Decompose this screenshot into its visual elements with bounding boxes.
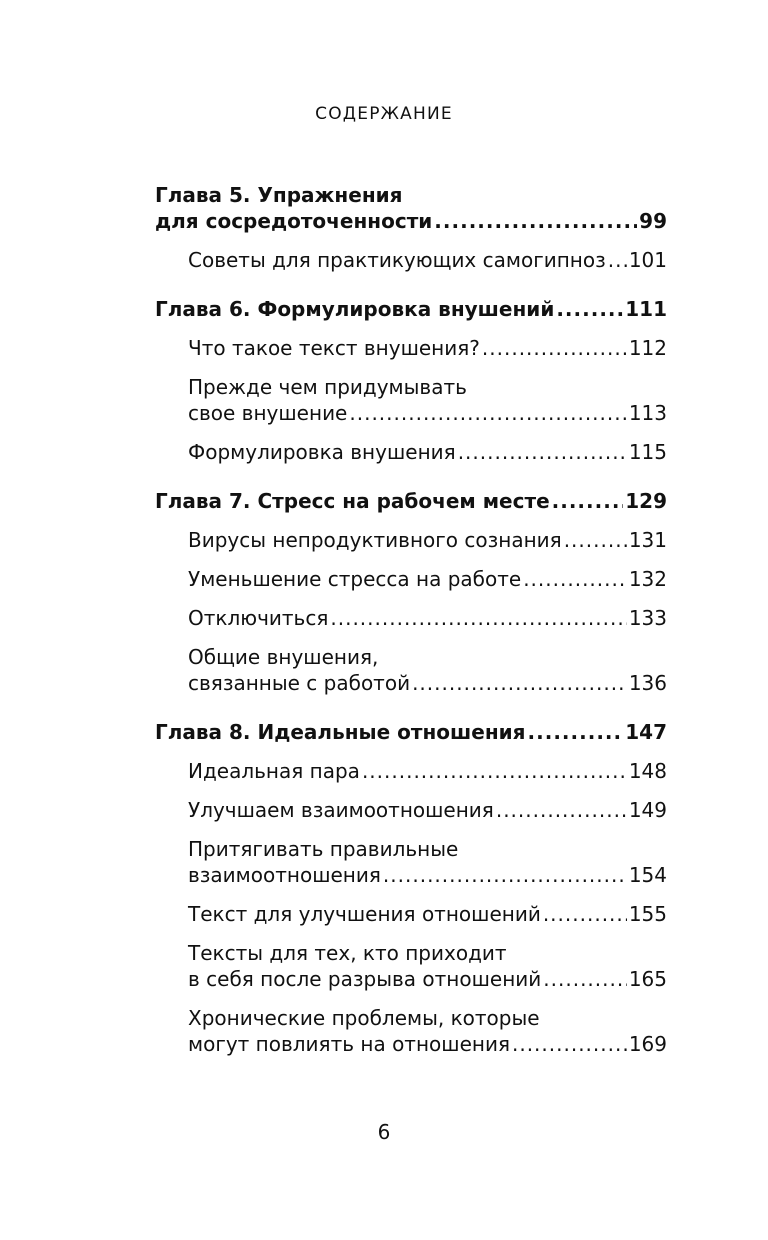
dot-leader bbox=[543, 966, 627, 992]
page-number: 6 bbox=[377, 1120, 391, 1144]
section-entry-page-number: 148 bbox=[628, 759, 667, 783]
section-entry-page-number: 113 bbox=[628, 401, 667, 425]
section-entry[interactable] bbox=[188, 836, 667, 888]
section-entry-page-number: 133 bbox=[628, 606, 667, 630]
section-entry-title-line: Уменьшение стресса на работе bbox=[188, 567, 522, 591]
dot-leader bbox=[362, 758, 627, 784]
section-entry[interactable] bbox=[188, 605, 667, 631]
chapter-entry-title-line: для сосредоточенности bbox=[155, 209, 433, 233]
section-entry-title-line: Идеальная пара bbox=[188, 759, 360, 783]
section-entry[interactable] bbox=[188, 940, 667, 992]
dot-leader bbox=[330, 605, 626, 631]
chapter-entry-title-line: Глава 8. Идеальные отношения bbox=[155, 720, 526, 744]
section-entry-title-line: Притягивать правильные bbox=[188, 837, 459, 861]
section-entry-title-line: Улучшаем взаимоотношения bbox=[188, 798, 494, 822]
chapter-entry-page-number: 111 bbox=[625, 297, 667, 321]
dot-leader bbox=[496, 797, 627, 823]
section-entry-title-line: взаимоотношения bbox=[188, 863, 381, 887]
section-entry-page-number: 131 bbox=[628, 528, 667, 552]
section-entry[interactable] bbox=[188, 374, 667, 426]
dot-leader bbox=[412, 670, 627, 696]
chapter-entry[interactable] bbox=[155, 182, 667, 234]
dot-leader bbox=[349, 400, 626, 426]
section-entry-page-number: 132 bbox=[628, 567, 667, 591]
chapter-entry-page-number: 147 bbox=[625, 720, 667, 744]
dot-leader bbox=[564, 527, 627, 553]
chapter-entry-title-line: Глава 7. Стресс на рабочем месте bbox=[155, 489, 550, 513]
section-entry-page-number: 169 bbox=[628, 1032, 667, 1056]
chapter-entry[interactable] bbox=[155, 719, 667, 745]
chapter-entry-title-line: Глава 6. Формулировка внушений bbox=[155, 297, 555, 321]
section-entry[interactable] bbox=[188, 566, 667, 592]
chapter-block bbox=[155, 182, 667, 273]
section-entry-page-number: 136 bbox=[628, 671, 667, 695]
dot-leader bbox=[458, 439, 627, 465]
section-entry[interactable] bbox=[188, 901, 667, 927]
section-entry[interactable] bbox=[188, 335, 667, 361]
section-entry[interactable] bbox=[188, 1005, 667, 1057]
dot-leader bbox=[543, 901, 627, 927]
dot-leader bbox=[608, 247, 627, 273]
section-entry-title-line: Общие внушения, bbox=[188, 645, 379, 669]
section-entry-title-line: Что такое текст внушения? bbox=[188, 336, 480, 360]
section-entry-title-line: могут повлиять на отношения bbox=[188, 1032, 510, 1056]
section-entry-page-number: 115 bbox=[628, 440, 667, 464]
dot-leader bbox=[552, 488, 624, 514]
section-entry[interactable] bbox=[188, 758, 667, 784]
section-entry[interactable] bbox=[188, 644, 667, 696]
section-entry[interactable] bbox=[188, 797, 667, 823]
chapter-entry[interactable] bbox=[155, 296, 667, 322]
chapter-entry-title-line: Глава 5. Упражнения bbox=[155, 183, 403, 207]
dot-leader bbox=[523, 566, 627, 592]
dot-leader bbox=[482, 335, 627, 361]
section-entry-title-line: Формулировка внушения bbox=[188, 440, 456, 464]
chapter-entry-page-number: 129 bbox=[625, 489, 667, 513]
chapter-entry-page-number: 99 bbox=[639, 209, 667, 233]
page-header: СОДЕРЖАНИЕ bbox=[315, 104, 453, 124]
section-entry-page-number: 101 bbox=[628, 248, 667, 272]
dot-leader bbox=[556, 296, 623, 322]
section-entry-title-line: свое внушение bbox=[188, 401, 348, 425]
chapter-block bbox=[155, 719, 667, 1057]
dot-leader bbox=[528, 719, 624, 745]
chapter-block bbox=[155, 296, 667, 465]
section-entry-title-line: Текст для улучшения отношений bbox=[188, 902, 541, 926]
section-entry[interactable] bbox=[188, 439, 667, 465]
section-entry-title-line: в себя после разрыва отношений bbox=[188, 967, 542, 991]
section-entry-title-line: Вирусы непродуктивного сознания bbox=[188, 528, 562, 552]
section-entry-title-line: Отключиться bbox=[188, 606, 329, 630]
section-entry-title-line: Хронические проблемы, которые bbox=[188, 1006, 540, 1030]
section-entry[interactable] bbox=[188, 527, 667, 553]
section-entry-page-number: 155 bbox=[628, 902, 667, 926]
chapter-block bbox=[155, 488, 667, 696]
section-entry[interactable] bbox=[188, 247, 667, 273]
section-entry-page-number: 149 bbox=[628, 798, 667, 822]
section-entry-title-line: связанные с работой bbox=[188, 671, 411, 695]
section-entry-title-line: Тексты для тех, кто приходит bbox=[188, 941, 507, 965]
chapter-entry[interactable] bbox=[155, 488, 667, 514]
table-of-contents bbox=[155, 182, 667, 1080]
section-entry-page-number: 154 bbox=[628, 863, 667, 887]
section-entry-page-number: 165 bbox=[628, 967, 667, 991]
dot-leader bbox=[383, 862, 627, 888]
section-entry-title-line: Прежде чем придумывать bbox=[188, 375, 467, 399]
dot-leader bbox=[434, 208, 637, 234]
section-entry-page-number: 112 bbox=[628, 336, 667, 360]
dot-leader bbox=[512, 1031, 627, 1057]
section-entry-title-line: Советы для практикующих самогипноз bbox=[188, 248, 606, 272]
